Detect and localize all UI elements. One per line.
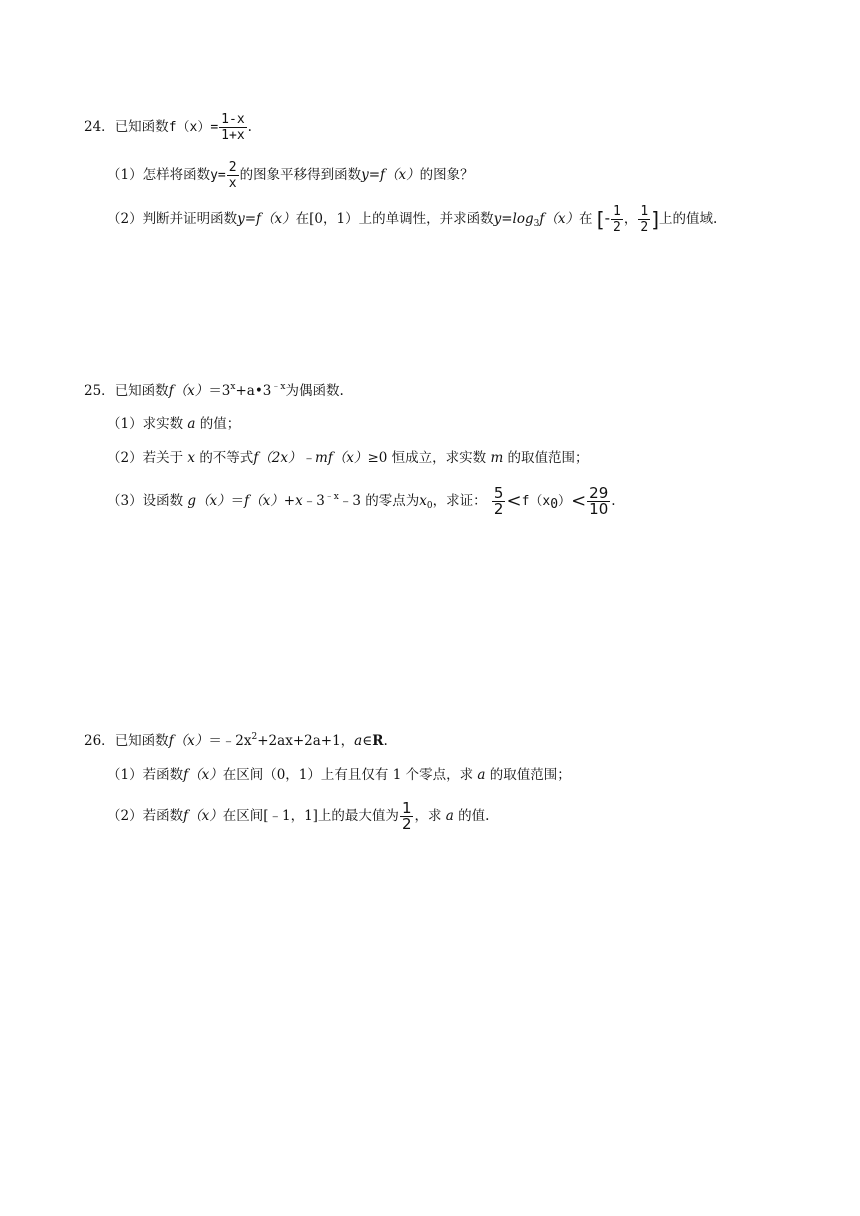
problem-24-part-2: （2）判断并证明函数y=f（x）在[0，1）上的单调性，并求函数$y=\log_3f(x)$在 [- $\frac{1}{2}$ ， $\frac{1}{2}$ ]上的值域.	[107, 204, 718, 235]
fraction: $\frac{29}{10}$	[589, 484, 609, 518]
problem-26-part-1: （1）若函数f（x）在区间（0，1）上有且仅有 1 个零点，求 a 的取值范围；	[107, 767, 571, 783]
problem-25-part-1: （1）求实数 a 的值；	[107, 416, 241, 432]
problem-number: 24．	[84, 119, 115, 135]
problem-25-stem: 25．已知函数$f(x)=3^x+a•3^{﹣x}$为偶函数.	[84, 382, 344, 399]
problem-number: 25．	[84, 383, 115, 399]
fraction: $\frac{1}{2}$	[640, 204, 649, 235]
problem-24-part-1: （1）怎样将函数y= $\frac{2}{x}$ 的图象平移得到函数y=f（x）的图象？	[107, 160, 474, 191]
problem-26-stem: 26．已知函数$f(x)=﹣2x^2+2ax+2a+1$，a∈R.	[84, 732, 388, 749]
fraction: $\frac{1-x}{1+x}$	[221, 112, 245, 143]
problem-26-part-2: （2）若函数f（x）在区间[﹣1，1]上的最大值为 $\frac{1}{2}$ ，求 a 的值.	[107, 799, 490, 833]
fraction: $\frac{2}{x}$	[228, 160, 237, 191]
problem-number: 26．	[84, 733, 115, 749]
fraction: $\frac{1}{2}$	[401, 799, 412, 833]
problem-25-part-3: （3）设函数 $g(x)=f(x)+x﹣3^{﹣x}﹣3$ 的零点为$x_0$，求证： $\frac{5}{2}$ $<f(x_0)<$ $\frac{29}{10}$ .	[107, 484, 616, 518]
problem-25-part-2: （2）若关于 x 的不等式f（2x）﹣mf（x）≥0 恒成立，求实数 m 的取值范围；	[107, 450, 589, 466]
fraction: $\frac{5}{2}$	[493, 484, 504, 518]
fraction: $\frac{1}{2}$	[613, 204, 621, 235]
problem-24-stem: 24．已知函数f（x）= $\frac{1-x}{1+x}$ .	[84, 112, 252, 143]
